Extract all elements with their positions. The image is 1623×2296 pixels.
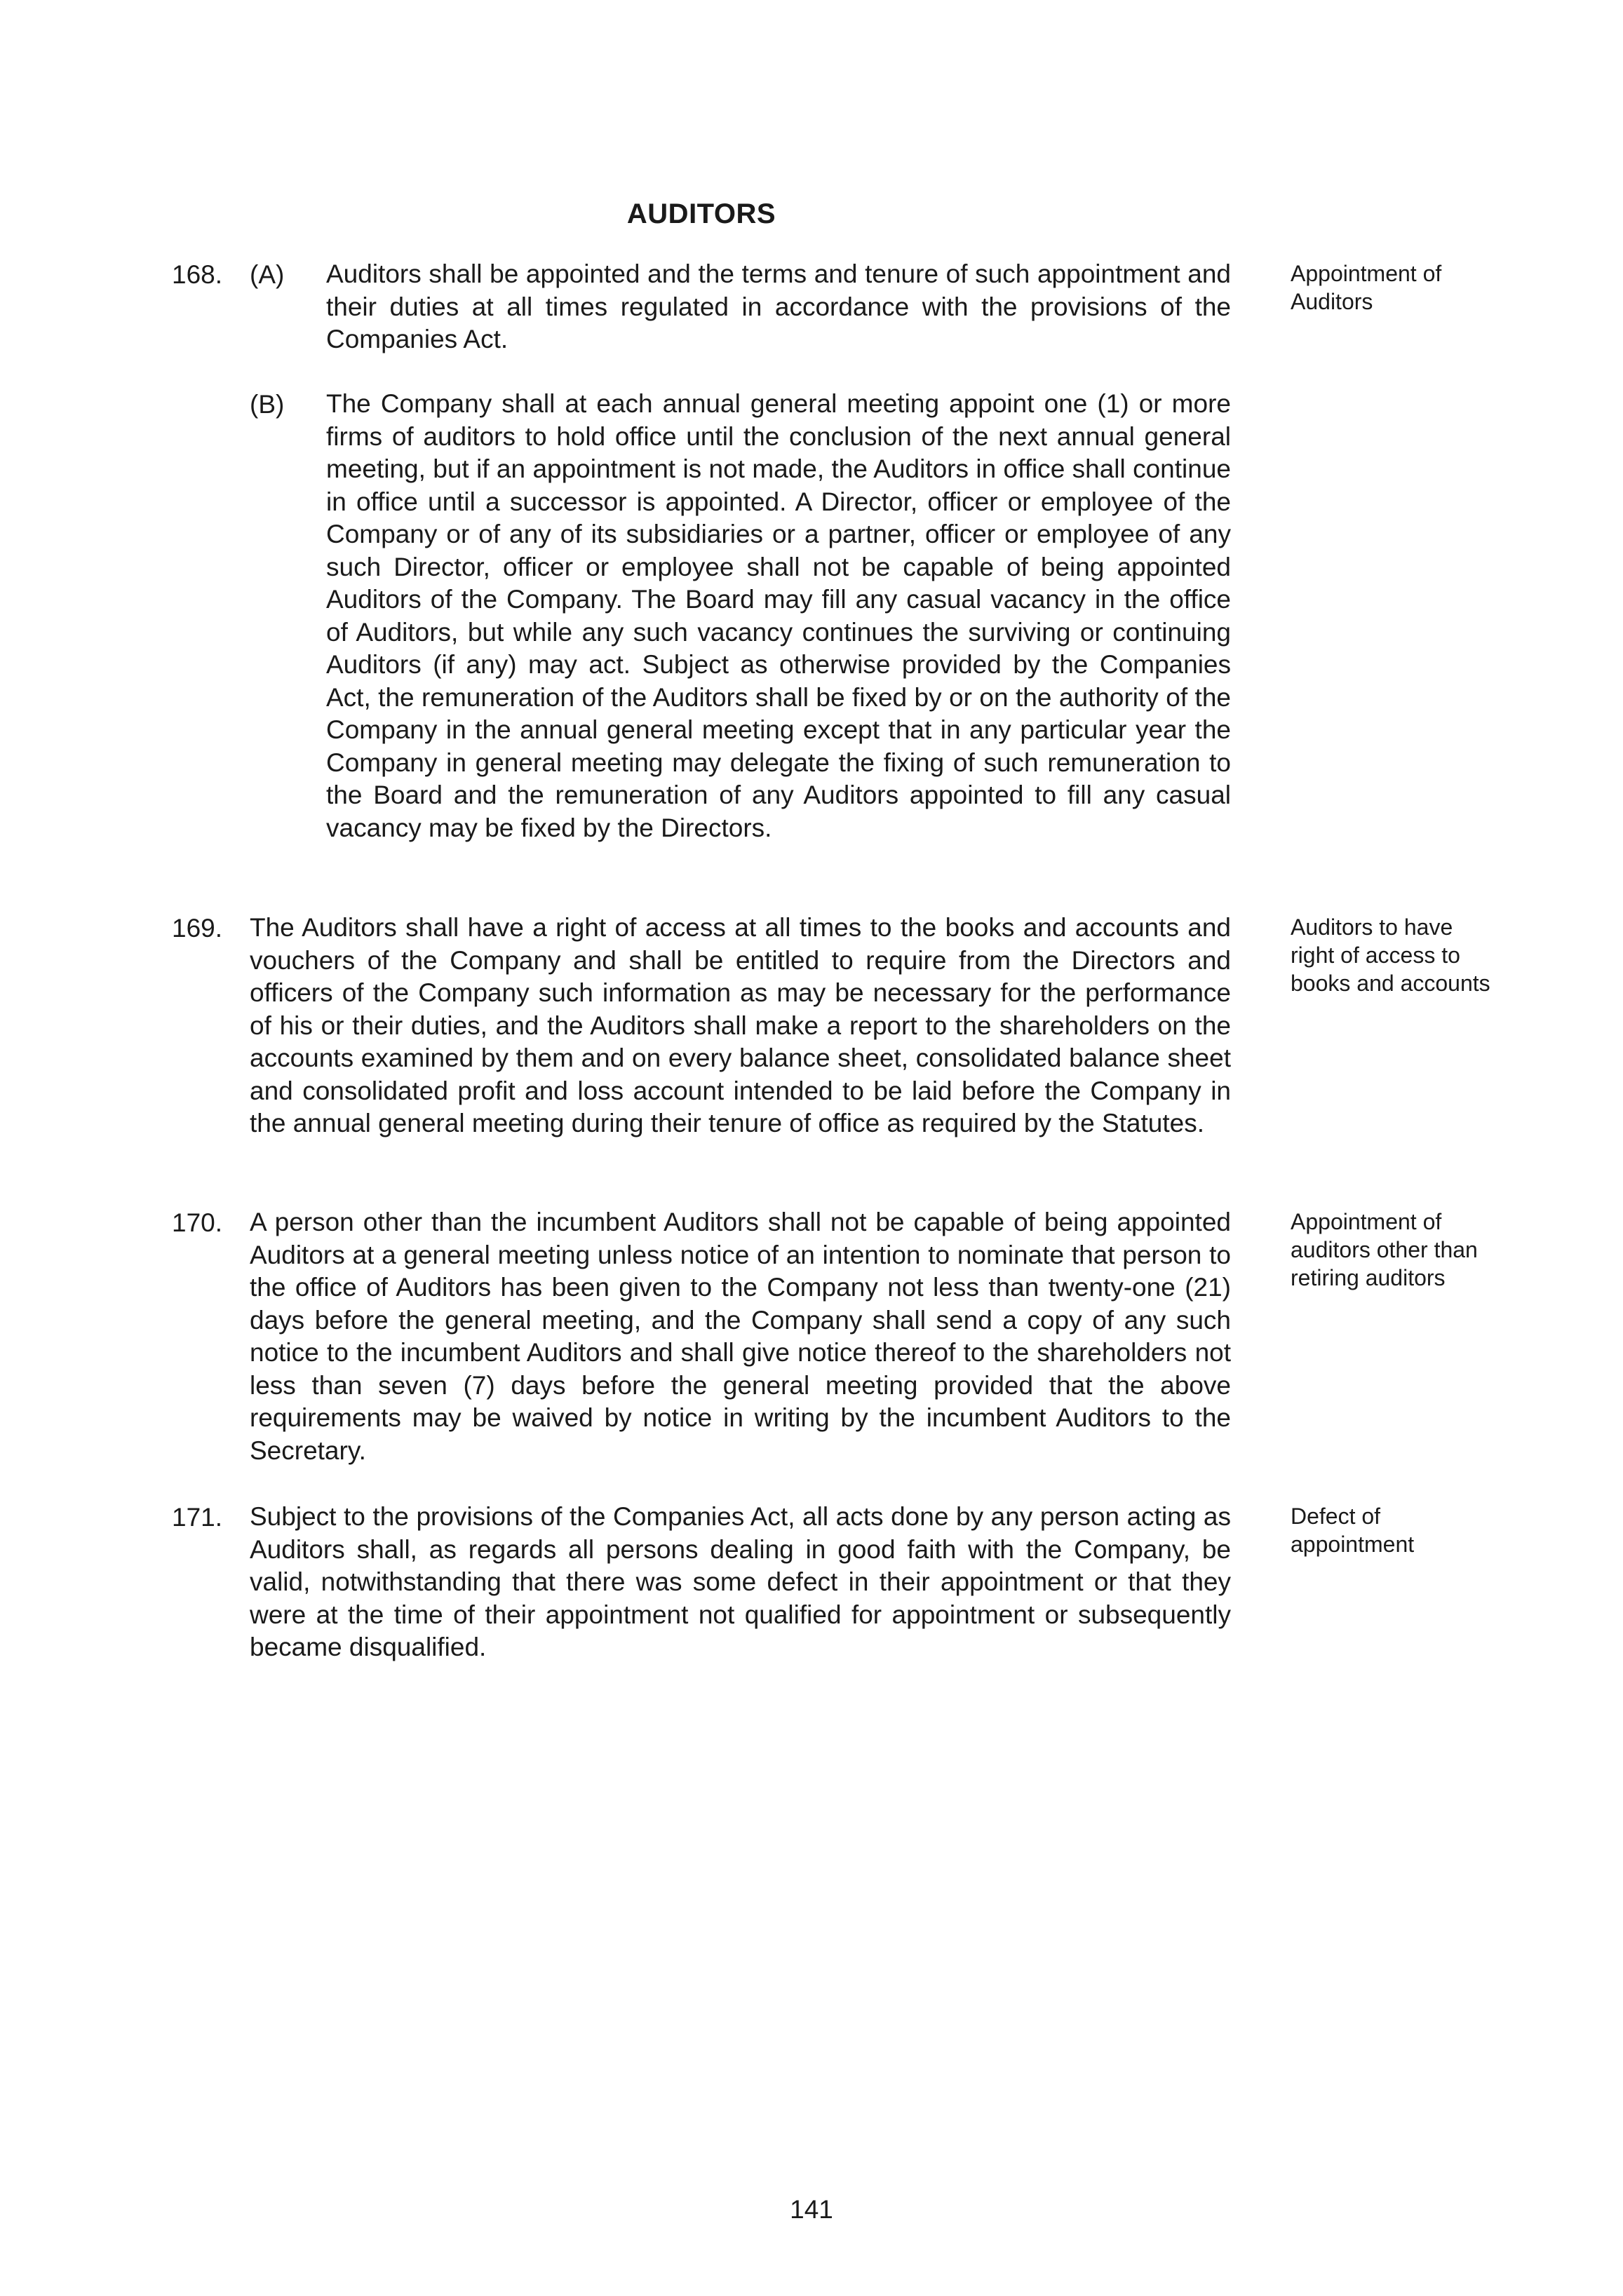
clause-number-171: 171. — [172, 1503, 223, 1532]
clause-number-168: 168. — [172, 260, 223, 289]
clause-169-text: The Auditors shall have a right of access at all times to the books and accounts and vouchers of the Company and shall be entitled to require from the Directors and officers of the Company such information as may be necessary for the performance of his or their duties, and the Auditors shall make a report to the shareholders on the accounts examined by them and on every balance sheet, consolidated balance sheet and consolidated profit and loss account intended to be laid before the Company in the annual general meeting during their tenure of office as required by the Statutes. — [250, 913, 1231, 1137]
subclause-label-168b: (B) — [250, 390, 285, 419]
margin-note-170: Appointment of auditors other than retiring auditors — [1291, 1209, 1478, 1290]
clause-170-text: A person other than the incumbent Auditors shall not be capable of being appointed Auditors at a general meeting unless notice of an intention to nominate that person to the office of Auditors has been given to the Company not less than twenty-one (21) days before the general meeting, and the Company shall send a copy of any such notice to the incumbent Auditors and shall give notice thereof to the shareholders not less than seven (7) days before the general meeting provided that the above requirements may be waived by notice in writing by the incumbent Auditors to the Secretary. — [250, 1208, 1231, 1465]
section-heading: AUDITORS — [626, 198, 776, 229]
subclause-label-168a: (A) — [250, 260, 285, 289]
clause-171-text: Subject to the provisions of the Companies Act, all acts done by any person acting as Auditors shall, as regards all persons dealing in good faith with the Company, be valid, notwithstanding that there was some defect in their appointment or that they were at the time of their appointment not qualified for appointment or subsequently became disqualified. — [250, 1502, 1231, 1661]
clause-number-169: 169. — [172, 914, 223, 943]
page-number: 141 — [790, 2195, 833, 2224]
clause-168a-text: Auditors shall be appointed and the terms and tenure of such appointment and their duties at all times regulated in accordance with the provisions of the Companies Act. — [326, 259, 1231, 353]
clause-number-170: 170. — [172, 1208, 223, 1237]
margin-note-171: Defect of appointment — [1291, 1504, 1415, 1557]
margin-note-168: Appointment of Auditors — [1291, 261, 1442, 314]
clause-168b-text: The Company shall at each annual general meeting appoint one (1) or more firms of auditors to hold office until the conclusion of the next annual general meeting, but if an appointment is not made, the Auditors in office shall continue in office until a successor is appointed. A Director, officer or employee of the Company or of any of its subsidiaries or a partner, officer or employee of any such Director, officer or employee shall not be capable of being appointed Auditors of the Company. The Board may fill any casual vacancy in the office of Auditors, but while any such vacancy continues the surviving or continuing Auditors (if any) may act. Subject as otherwise provided by the Companies Act, the remuneration of the Auditors shall be fixed by or on the authority of the Company in the annual general meeting except that in any particular year the Company in general meeting may delegate the fixing of such remuneration to the Board and the remuneration of any Auditors appointed to fill any casual vacancy may be fixed by the Directors. — [326, 389, 1231, 842]
margin-note-169: Auditors to have right of access to books and accounts — [1291, 914, 1490, 996]
